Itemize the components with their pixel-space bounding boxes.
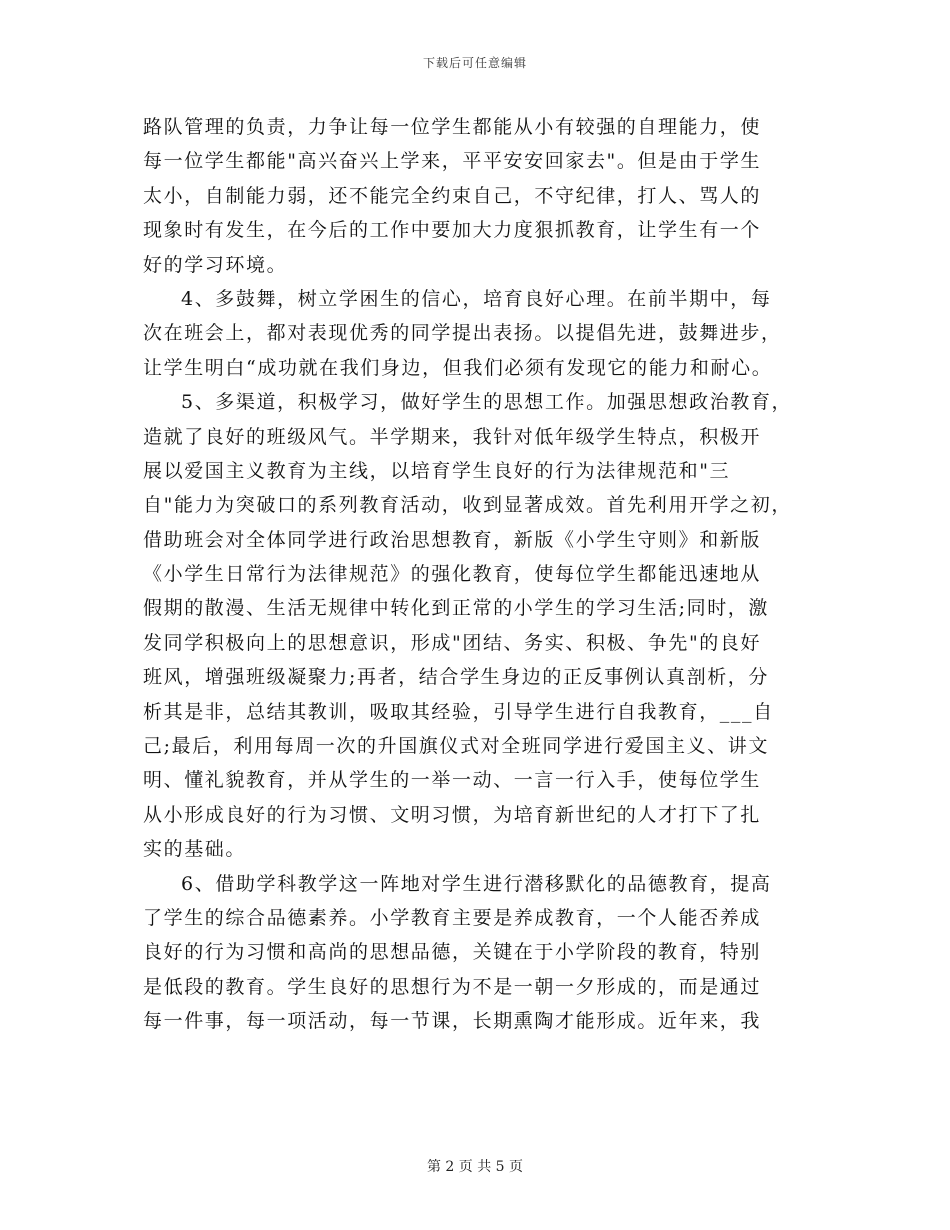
- text-line: 每一位学生都能"高兴奋兴上学来，平平安安回家去"。但是由于学生: [143, 150, 762, 173]
- text-line: 析其是非，总结其教训，吸取其经验，引导学生进行自我教育，___自: [143, 700, 774, 723]
- text-line: 太小，自制能力弱，还不能完全约束自己，不守纪律，打人、骂人的: [143, 184, 762, 207]
- paragraph-start-line: 6、借助学科教学这一阵地对学生进行潜移默化的品德教育，提高: [181, 872, 772, 895]
- paragraph-start-line: 5、多渠道，积极学习，做好学生的思想工作。加强思想政治教育，: [181, 391, 793, 414]
- text-line: 明、懂礼貌教育，并从学生的一举一动、一言一行入手，使每位学生: [143, 769, 762, 792]
- header-note: 下载后可任意编辑: [422, 56, 527, 70]
- text-line: 次在班会上，都对表现优秀的同学提出表扬。以提倡先进，鼓舞进步，: [143, 322, 782, 345]
- paragraph-start-line: 4、多鼓舞，树立学困生的信心，培育良好心理。在前半期中，每: [181, 287, 772, 310]
- text-line: 《小学生日常行为法律规范》的强化教育，使每位学生都能迅速地从: [143, 563, 762, 586]
- text-line: 借助班会对全体同学进行政治思想教育，新版《小学生守则》和新版: [143, 528, 762, 551]
- text-line: 好的学习环境。: [143, 253, 288, 276]
- text-line: 实的基础。: [143, 838, 247, 861]
- text-line: 让学生明白“成功就在我们身边，但我们必须有发现它的能力和耐心。: [143, 356, 773, 379]
- text-line: 路队管理的负责，力争让每一位学生都能从小有较强的自理能力，使: [143, 116, 762, 138]
- text-line: 是低段的教育。学生良好的思想行为不是一朝一夕形成的，而是通过: [143, 975, 762, 998]
- text-line: 每一件事，每一项活动，每一节课，长期熏陶才能形成。近年来，我: [143, 1010, 762, 1033]
- text-line: 从小形成良好的行为习惯、文明习惯，为培育新世纪的人才打下了扎: [143, 803, 762, 826]
- text-line: 己;最后，利用每周一次的升国旗仪式对全班同学进行爱国主义、讲文: [143, 735, 770, 758]
- text-line: 发同学积极向上的思想意识，形成"团结、务实、积极、争先"的良好: [143, 631, 762, 654]
- text-line: 自"能力为突破口的系列教育活动，收到显著成效。首先利用开学之初，: [143, 494, 792, 517]
- document-body: [143, 110, 823, 1039]
- text-line: 班风，增强班级凝聚力;再者，结合学生身边的正反事例认真剖析，分: [143, 666, 770, 689]
- page-number: 第 2 页 共 5 页: [426, 1159, 524, 1175]
- text-line: 现象时有发生，在今后的工作中要加大力度狠抓教育，让学生有一个: [143, 219, 762, 242]
- text-line: 造就了良好的班级风气。半学期来，我针对低年级学生特点，积极开: [143, 425, 762, 448]
- text-line: 良好的行为习惯和高尚的思想品德，关键在于小学阶段的教育，特别: [143, 941, 762, 964]
- text-line: 假期的散漫、生活无规律中转化到正常的小学生的学习生活;同时，激: [143, 597, 770, 620]
- text-line: 展以爱国主义教育为主线，以培育学生良好的行为法律规范和"三: [143, 459, 731, 482]
- text-line: 了学生的综合品德素养。小学教育主要是养成教育，一个人能否养成: [143, 906, 762, 929]
